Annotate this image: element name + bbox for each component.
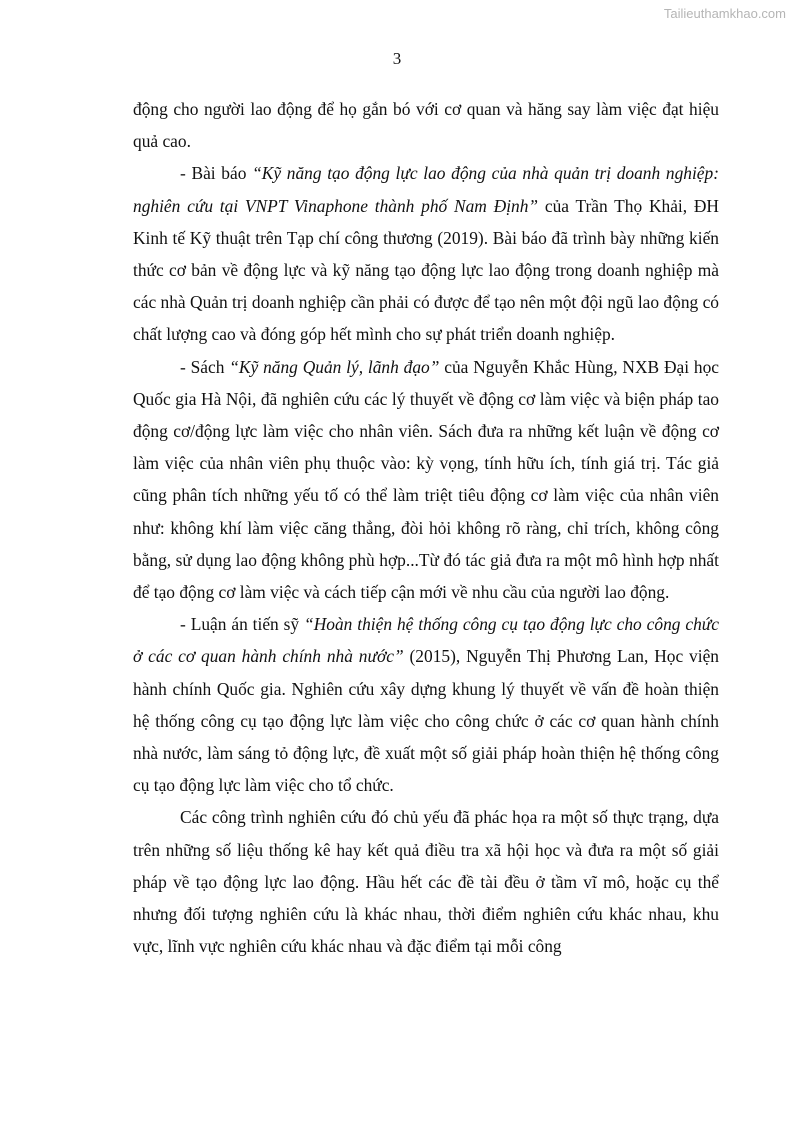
thesis-title: “Hoàn thiện hệ thống công cụ tạo động lực cho công chức ở các cơ quan hành chính nhà nước” <box>133 614 719 667</box>
document-body <box>133 93 719 962</box>
watermark: Tailieuthamkhao.com <box>663 6 786 21</box>
paragraph-thesis-reference <box>133 608 719 801</box>
article-title: “Kỹ năng tạo động lực lao động của nhà quản trị doanh nghiệp: nghiên cứu tại VNPT Vinaphone thành phố Nam Định” <box>133 163 719 216</box>
paragraph-lead: - Bài báo <box>180 163 253 184</box>
paragraph-lead: - Sách <box>180 356 230 377</box>
paragraph-lead: - Luận án tiến sỹ <box>180 614 305 635</box>
paragraph-text: của Nguyễn Khắc Hùng, NXB Đại học Quốc gia Hà Nội, đã nghiên cứu các lý thuyết về động cơ làm việc và biện pháp tao động cơ/động lực làm việc cho nhân viên. Sách đưa ra những kết luận về động cơ làm việc của nhân viên phụ thuộc vào: kỳ vọng, tính hữu ích, tính giá trị. Tác giả cũng phân tích những yếu tố có thể làm triệt tiêu động cơ làm việc của nhân viên như: không khí làm việc căng thẳng, đòi hỏi không rõ ràng, chỉ trích, không công bằng, sử dụng lao động không phù hợp...Từ đó tác giả đưa ra một mô hình hợp nhất để tạo động cơ làm việc và cách tiếp cận mới về nhu cầu của người lao động. <box>133 356 720 603</box>
book-title: “Kỹ năng Quản lý, lãnh đạo” <box>229 356 440 377</box>
paragraph-article-reference <box>133 157 719 350</box>
paragraph-text: (2015), Nguyễn Thị Phương Lan, Học viện hành chính Quốc gia. Nghiên cứu xây dựng khung lý thuyết về vấn đề hoàn thiện hệ thống công cụ tạo động lực làm việc cho công chức ở các cơ quan hành chính nhà nước, làm sáng tỏ động lực, đề xuất một số giải pháp hoàn thiện hệ thống công cụ tạo động lực làm việc cho tổ chức. <box>133 646 719 796</box>
paragraph-summary <box>133 801 719 962</box>
paragraph-text: của Trần Thọ Khải, ĐH Kinh tế Kỹ thuật trên Tạp chí công thương (2019). Bài báo đã trình bày những kiến thức cơ bản về động lực và kỹ năng tạo động lực lao động trong doanh nghiệp mà các nhà Quản trị doanh nghiệp cần phải có được để tạo nên một đội ngũ lao động có chất lượng cao và đóng góp hết mình cho sự phát triển doanh nghiệp. <box>133 195 719 345</box>
paragraph-text: động cho người lao động để họ gắn bó với cơ quan và hăng say làm việc đạt hiệu quả cao. <box>133 99 719 152</box>
paragraph-text: Các công trình nghiên cứu đó chủ yếu đã phác họa ra một số thực trạng, dựa trên những số liệu thống kê hay kết quả điều tra xã hội học và đưa ra một số giải pháp về tạo động lực lao động. Hầu hết các đề tài đều ở tầm vĩ mô, hoặc cụ thể nhưng đối tượng nghiên cứu là khác nhau, thời điểm nghiên cứu khác nhau, khu vực, lĩnh vực nghiên cứu khác nhau và đặc điểm tại mỗi công <box>133 807 719 957</box>
paragraph-book-reference <box>133 351 719 609</box>
page-number: 3 <box>392 49 402 68</box>
paragraph-continuation <box>133 93 719 157</box>
